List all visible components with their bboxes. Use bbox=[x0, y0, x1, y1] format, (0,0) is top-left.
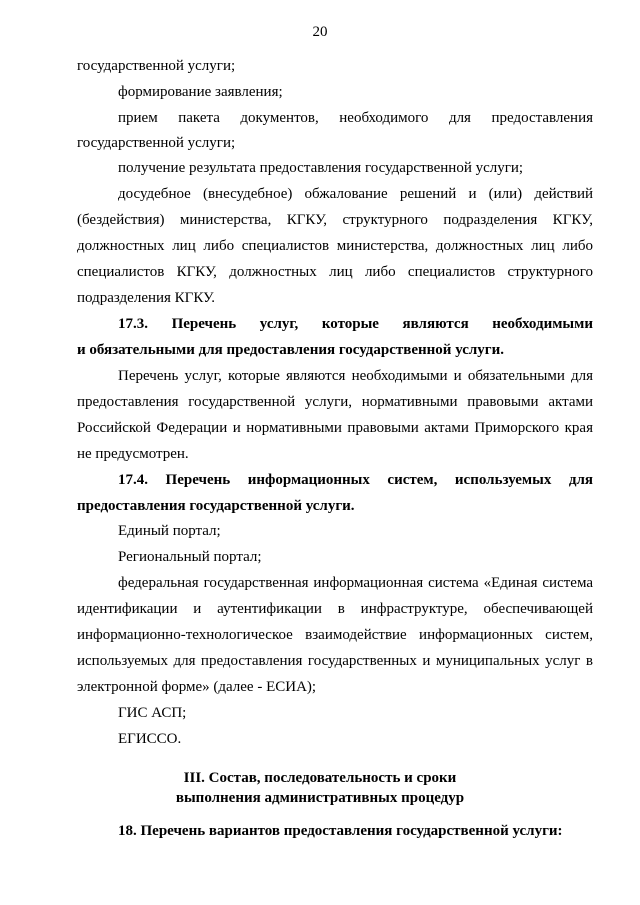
section-heading: предоставления государственной услуги. bbox=[77, 498, 355, 514]
section-heading: и обязательными для предоставления государственной услуги. bbox=[77, 342, 505, 358]
text-line: (бездействия) министерства, КГКУ, структурного подразделения КГКУ, bbox=[77, 212, 593, 228]
text-line: ЕГИССО. bbox=[118, 731, 182, 747]
text-line: досудебное (внесудебное) обжалование решений и (или) действий bbox=[118, 186, 593, 202]
section-heading: 17.3. Перечень услуг, которые являются необходимыми bbox=[118, 316, 593, 332]
text-line: используемых для предоставления государственных и муниципальных услуг в bbox=[77, 653, 593, 669]
text-line: прием пакета документов, необходимого для предоставления bbox=[118, 110, 593, 126]
text-line: должностных лиц либо специалистов министерства, должностных лиц либо bbox=[77, 238, 593, 254]
text-line: не предусмотрен. bbox=[77, 446, 189, 462]
text-line: специалистов КГКУ, должностных лиц либо специалистов структурного bbox=[77, 264, 593, 280]
chapter-title: выполнения административных процедур bbox=[175, 790, 465, 806]
section-heading: 18. Перечень вариантов предоставления государственной услуги: bbox=[118, 823, 563, 839]
text-line: информационно-технологическое взаимодействие информационных систем, bbox=[77, 627, 593, 643]
text-line: электронной форме» (далее - ЕСИА); bbox=[77, 679, 317, 695]
text-line: формирование заявления; bbox=[118, 84, 283, 100]
page-number: 20 bbox=[312, 24, 328, 40]
section-heading: 17.4. Перечень информационных систем, используемых для bbox=[118, 472, 593, 488]
text-line: Региональный портал; bbox=[118, 549, 262, 565]
text-line: государственной услуги; bbox=[77, 135, 236, 151]
text-line: Российской Федерации и нормативными правовыми актами Приморского края bbox=[77, 420, 593, 436]
text-line: федеральная государственная информационная система «Единая система bbox=[118, 575, 593, 591]
text-line: идентификации и аутентификации в инфраструктуре, обеспечивающей bbox=[77, 601, 593, 617]
text-line: получение результата предоставления государственной услуги; bbox=[118, 160, 524, 176]
text-line: Перечень услуг, которые являются необходимыми и обязательными для bbox=[118, 368, 593, 384]
text-line: предоставления государственной услуги, нормативными правовыми актами bbox=[77, 394, 593, 410]
text-line: подразделения КГКУ. bbox=[77, 290, 215, 306]
chapter-title: III. Состав, последовательность и сроки bbox=[183, 770, 457, 786]
text-line: Единый портал; bbox=[118, 523, 221, 539]
text-line: государственной услуги; bbox=[77, 58, 236, 74]
text-line: ГИС АСП; bbox=[118, 705, 187, 721]
